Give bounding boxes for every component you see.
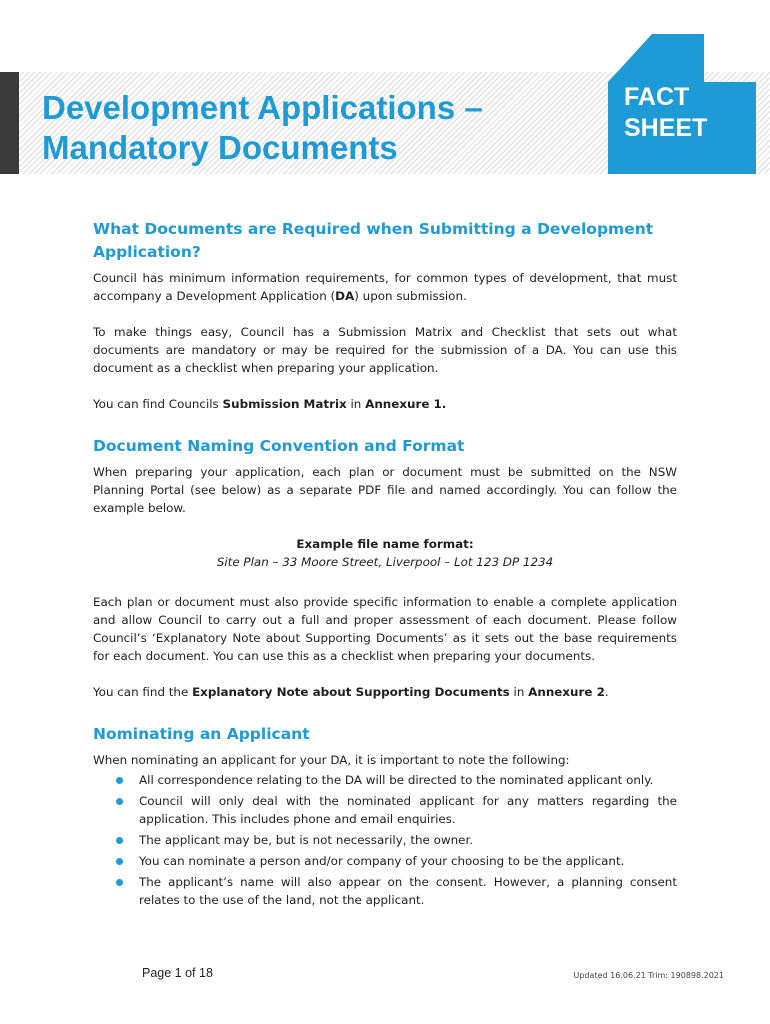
- list-item: [93, 771, 677, 789]
- bullet-icon: [116, 837, 123, 844]
- text-run: in: [346, 397, 366, 411]
- text-run-bold: DA: [335, 289, 355, 303]
- list-item-text: All correspondence relating to the DA will be directed to the nominated applicant only.: [139, 773, 654, 787]
- text-run: .: [604, 685, 609, 699]
- page-title: [42, 88, 483, 168]
- updated-trim-info: Updated 16.06.21 Trim: 190898.2021: [573, 971, 724, 980]
- example-label: [93, 535, 677, 553]
- text-run: Council has minimum information requirements, for common types of development, that must accompany a Development Application (: [93, 271, 677, 303]
- page-title-line-2: Mandatory Documents: [42, 129, 398, 166]
- text-run-bold: Explanatory Note about Supporting Documents: [192, 685, 510, 699]
- page-number: Page 1 of 18: [142, 966, 213, 980]
- paragraph-minimum-requirements: [93, 269, 677, 305]
- header-accent-bar: [0, 72, 19, 174]
- paragraph-annexure-2: [93, 683, 677, 701]
- section-heading-required-documents: What Documents are Required when Submitting a Development Application?: [93, 220, 654, 261]
- text-run-bold: Annexure 2: [528, 685, 605, 699]
- paragraph-explanatory-note: Each plan or document must also provide specific information to enable a complete application and allow Council to carry out a full and proper assessment of each document. Please follow Council’s ‘Explanatory Note about Supporting Documents’ as it sets out the base requirements for each document. You can use this as a checklist when preparing your documents.: [93, 595, 677, 663]
- document-body: [93, 218, 677, 912]
- bullet-icon: [116, 798, 123, 805]
- text-run-bold: Annexure 1.: [365, 397, 447, 411]
- section-heading-naming-convention: Document Naming Convention and Format: [93, 437, 465, 455]
- paragraph-submission-matrix: To make things easy, Council has a Submission Matrix and Checklist that sets out what documents are mandatory or may be required for the submission of a DA. You can use this document as a checklist when preparing your application.: [93, 325, 677, 375]
- fact-sheet-badge-text: [624, 82, 707, 144]
- fact-sheet-badge: [608, 34, 756, 174]
- text-run-bold: Submission Matrix: [222, 397, 347, 411]
- bullet-icon: [116, 858, 123, 865]
- bullet-icon: [116, 879, 123, 886]
- text-run-bold: Example file name format:: [296, 537, 474, 551]
- example-file-name: Site Plan – 33 Moore Street, Liverpool – Lot 123 DP 1234: [216, 555, 554, 569]
- text-run: You can find the: [93, 685, 193, 699]
- list-item-text: The applicant may be, but is not necessarily, the owner.: [139, 833, 474, 847]
- section-heading-nominating-applicant: Nominating an Applicant: [93, 725, 310, 743]
- list-item: [93, 873, 677, 909]
- paragraph-naming-intro: When preparing your application, each plan or document must be submitted on the NSW Planning Portal (see below) as a separate PDF file and named accordingly. You can follow the example below.: [93, 465, 677, 515]
- text-run: in: [509, 685, 529, 699]
- page-title-line-1: Development Applications –: [42, 89, 483, 126]
- list-item: [93, 831, 677, 849]
- paragraph-applicant-intro: When nominating an applicant for your DA, it is important to note the following:: [93, 753, 570, 767]
- list-item: [93, 792, 677, 828]
- applicant-notes-list: [93, 771, 677, 909]
- paragraph-annexure-1: [93, 395, 677, 413]
- badge-line-1: FACT: [624, 83, 690, 111]
- badge-line-2: SHEET: [624, 114, 708, 142]
- text-run: You can find Councils: [93, 397, 223, 411]
- list-item-text: You can nominate a person and/or company of your choosing to be the applicant.: [139, 854, 625, 868]
- list-item-text: Council will only deal with the nominated applicant for any matters regarding the application. This includes phone and email enquiries.: [139, 794, 677, 826]
- list-item-text: The applicant’s name will also appear on the consent. However, a planning consent relates to the use of the land, not the applicant.: [139, 875, 677, 907]
- text-run: ) upon submission.: [354, 289, 467, 303]
- bullet-icon: [116, 777, 123, 784]
- list-item: [93, 852, 677, 870]
